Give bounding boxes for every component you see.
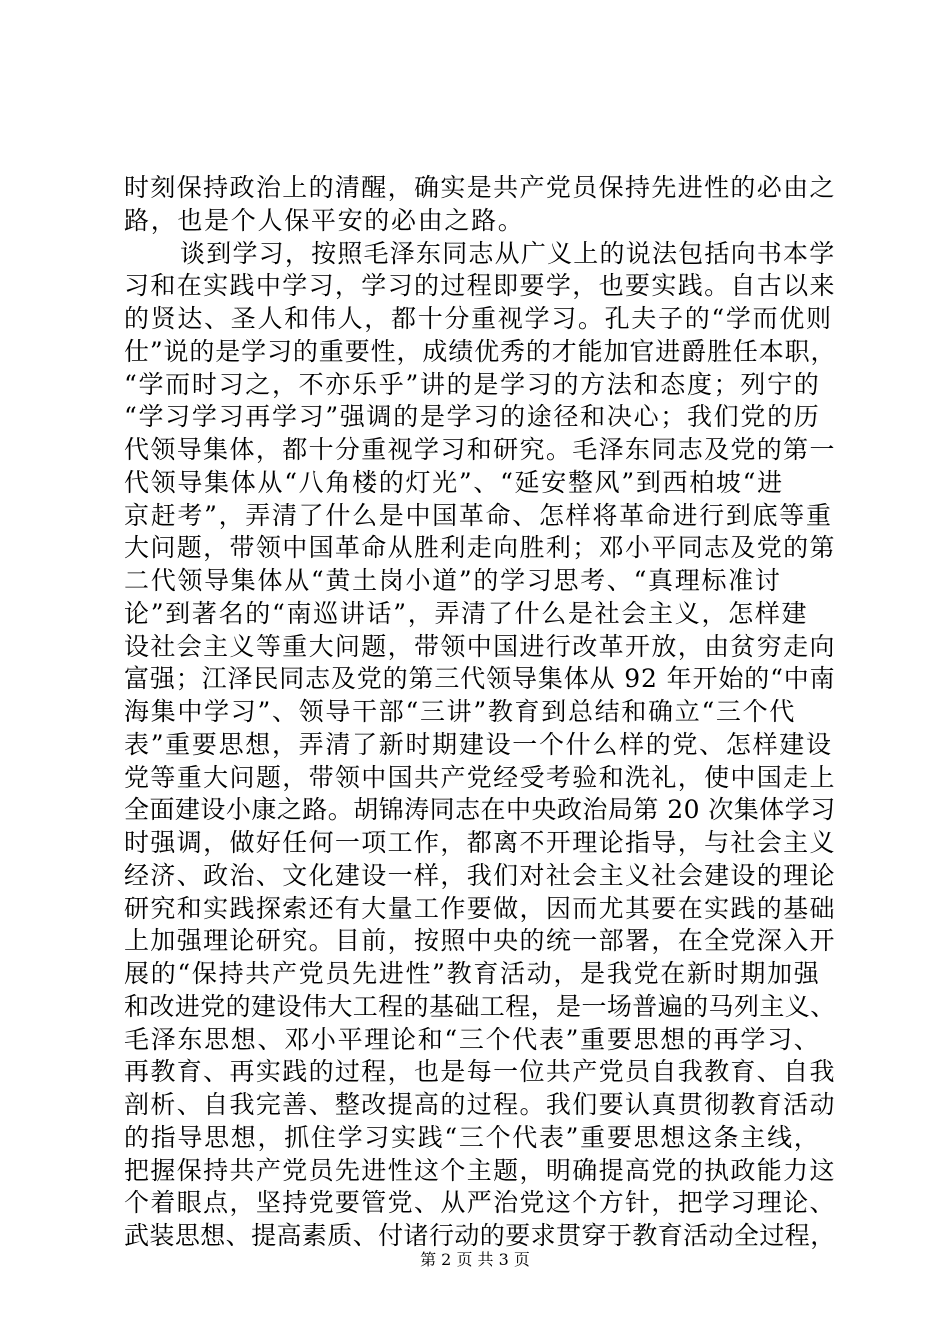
text-line: 时刻保持政治上的清醒，确实是共产党员保持先进性的必由之 [124,173,836,202]
text-line: 时强调，做好任何一项工作，都离不开理论指导，与社会主义 [124,828,836,857]
text-line: 论”到著名的“南巡讲话”，弄清了什么是社会主义，怎样建 [124,598,809,628]
text-line: 展的“保持共产党员先进性”教育活动，是我党在新时期加强 [124,959,821,988]
text-line: 二代领导集体从“黄土岗小道”的学习思考、“真理标准讨 [124,566,782,595]
text-line: 的贤达、圣人和伟人，都十分重视学习。孔夫子的“学而优则 [124,304,833,333]
text-line: “学而时习之，不亦乐乎”讲的是学习的方法和态度；列宁的 [124,369,821,399]
text-line: “学习学习再学习”强调的是学习的途径和决心；我们党的历 [124,402,821,432]
paragraph-first-line: 谈到学习，按照毛泽东同志从广义上的说法包括向书本学 [180,238,836,268]
text-line: 习和在实践中学习，学习的过程即要学，也要实践。自古以来 [124,271,836,301]
text-line: 个着眼点，坚持党要管党、从严治党这个方针，把学习理论、 [124,1188,836,1218]
text-line: 大问题，带领中国革命从胜利走向胜利；邓小平同志及党的第 [124,533,836,563]
text-line: 上加强理论研究。目前，按照中央的统一部署，在全党深入开 [124,926,836,956]
text-line: 表”重要思想，弄清了新时期建设一个什么样的党、怎样建设 [124,729,833,759]
text-line: 全面建设小康之路。胡锦涛同志在中央政治局第 20 次集体学习 [124,795,836,825]
text-line: 研究和实践探索还有大量工作要做，因而尤其要在实践的基础 [124,893,836,923]
text-line: 富强；江泽民同志及党的第三代领导集体从 92 年开始的“中南 [124,664,836,694]
text-line: 毛泽东思想、邓小平理论和“三个代表”重要思想的再学习、 [124,1024,821,1054]
text-line: 武装思想、提高素质、付诸行动的要求贯穿于教育活动全过程， [124,1221,836,1250]
document-body [124,172,836,1253]
text-line: 京赶考”，弄清了什么是中国革命、怎样将革命进行到底等重 [124,500,833,530]
text-line: 把握保持共产党员先进性这个主题，明确提高党的执政能力这 [124,1155,836,1185]
text-line: 和改进党的建设伟大工程的基础工程，是一场普遍的马列主义、 [124,991,836,1021]
text-line: 经济、政治、文化建设一样，我们对社会主义社会建设的理论 [124,860,836,890]
text-line: 党等重大问题，带领中国共产党经受考验和洗礼，使中国走上 [124,762,836,792]
page-number: 第 2 页 共 3 页 [420,1250,530,1269]
text-line: 设社会主义等重大问题，带领中国进行改革开放，由贫穷走向 [124,631,836,661]
text-line: 再教育、再实践的过程，也是每一位共产党员自我教育、自我 [124,1057,836,1087]
text-line: 仕”说的是学习的重要性，成绩优秀的才能加官进爵胜任本职， [124,336,837,366]
text-line: 剖析、自我完善、整改提高的过程。我们要认真贯彻教育活动 [124,1090,836,1119]
text-line: 的指导思想，抓住学习实践“三个代表”重要思想这条主线， [124,1122,821,1152]
text-line: 代领导集体，都十分重视学习和研究。毛泽东同志及党的第一 [124,435,836,464]
page-footer [0,1250,950,1270]
text-line: 代领导集体从“八角楼的灯光”、“延安整风”到西柏坡“进 [124,467,784,497]
text-line: 路，也是个人保平安的必由之路。 [124,205,525,235]
text-line: 海集中学习”、领导干部“三讲”教育到总结和确立“三个代 [124,697,797,726]
